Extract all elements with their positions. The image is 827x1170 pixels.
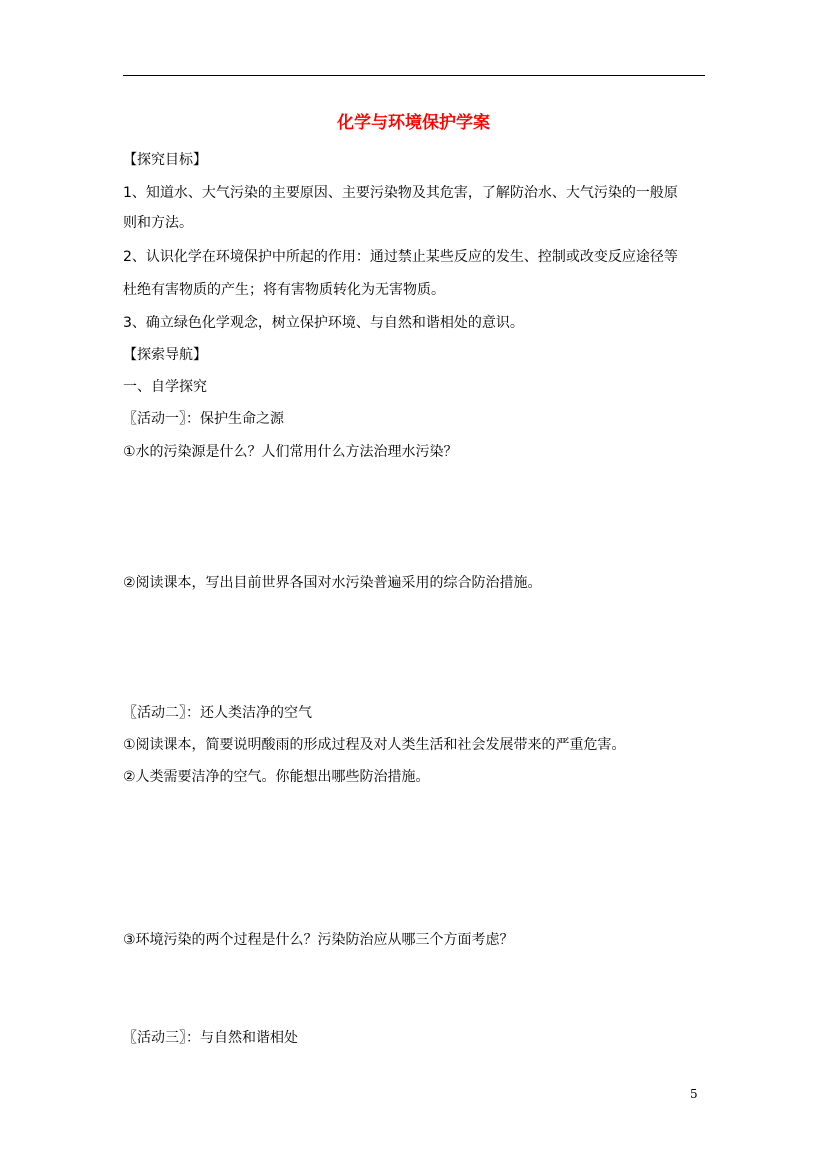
activity-1-heading: 〖活动一〗：保护生命之源: [123, 411, 284, 427]
activity-2-question-1: ①阅读课本，简要说明酸雨的形成过程及对人类生活和社会发展带来的严重危害。: [123, 737, 626, 753]
subsection-self-study: 一、自学探究: [123, 379, 207, 395]
goal-2-line-2: 杜绝有害物质的产生；将有害物质转化为无害物质。: [123, 282, 445, 298]
goal-1-line-1: 1、知道水、大气污染的主要原因、主要污染物及其危害，了解防治水、大气污染的一般原: [123, 185, 678, 201]
activity-3-heading: 〖活动三〗：与自然和谐相处: [123, 1030, 298, 1046]
goal-3: 3、确立绿色化学观念，树立保护环境、与自然和谐相处的意识。: [123, 315, 524, 331]
activity-2-heading: 〖活动二〗：还人类洁净的空气: [123, 705, 312, 721]
section-heading-navigation: 【探索导航】: [123, 347, 207, 363]
activity-2-question-3: ③环境污染的两个过程是什么？污染防治应从哪三个方面考虑？: [123, 932, 514, 948]
goal-1-line-2: 则和方法。: [123, 215, 193, 231]
goal-2-line-1: 2、认识化学在环境保护中所起的作用：通过禁止某些反应的发生、控制或改变反应途径等: [123, 249, 678, 265]
activity-1-question-1: ①水的污染源是什么？人们常用什么方法治理水污染？: [123, 444, 458, 460]
page-number: 5: [690, 1087, 698, 1101]
activity-2-question-2: ②人类需要洁净的空气。你能想出哪些防治措施。: [123, 769, 430, 785]
activity-1-question-2: ②阅读课本，写出目前世界各国对水污染普遍采用的综合防治措施。: [123, 575, 542, 591]
document-title: 化学与环境保护学案: [337, 113, 490, 133]
header-rule: [123, 75, 705, 76]
section-heading-goals: 【探究目标】: [123, 152, 207, 168]
